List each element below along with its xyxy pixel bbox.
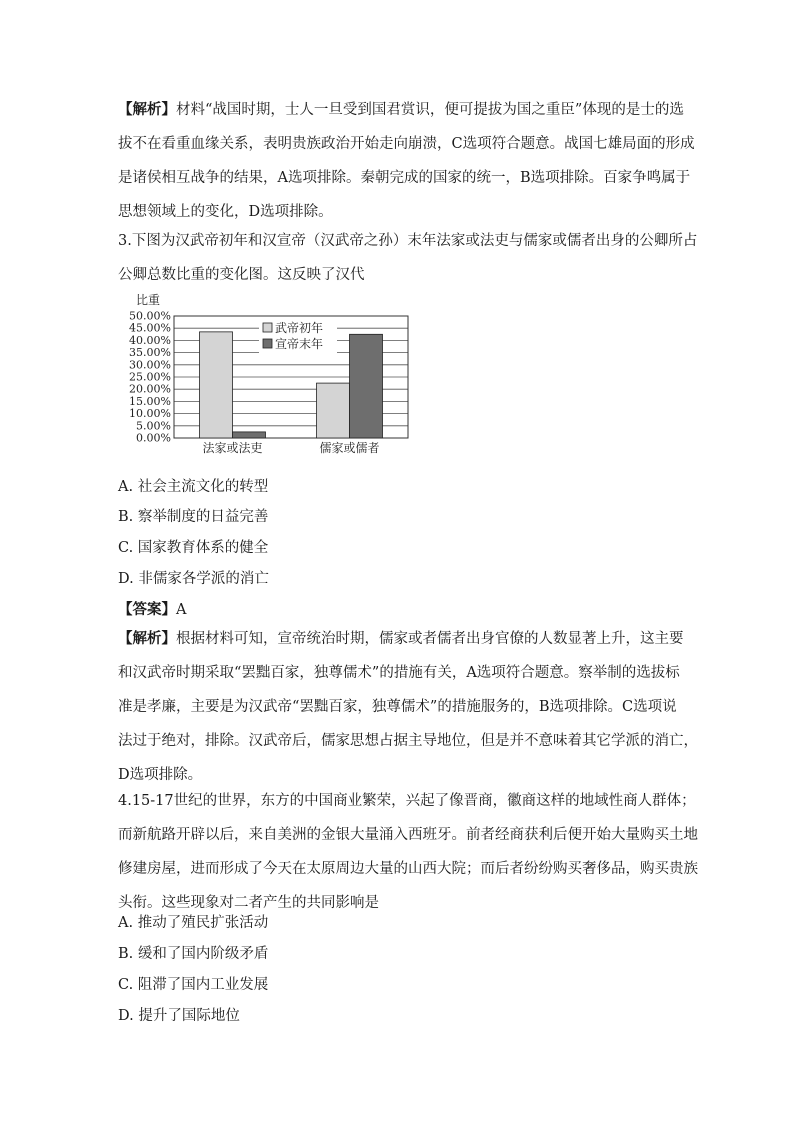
y-tick-label: 10.00%	[129, 407, 171, 421]
y-tick-label: 30.00%	[129, 358, 171, 372]
q3-stem-line-2: 公卿总数比重的变化图。这反映了汉代	[118, 267, 365, 283]
q3-analysis-line-3: 准是孝廉，主要是为汉武帝“罢黜百家，独尊儒术”的措施服务的，B选项排除。C选项说	[118, 699, 677, 715]
y-tick-label: 40.00%	[129, 333, 171, 347]
q4-option-d: D. 提升了国际地位	[118, 1008, 240, 1024]
chart-ylabel: 比重	[136, 293, 161, 307]
q3-analysis-line-4: 法过于绝对，排除。汉武帝后，儒家思想占据主导地位，但是并不意味着其它学派的消亡，	[118, 733, 698, 749]
bar	[317, 383, 350, 438]
q2-analysis	[118, 93, 695, 229]
q3-option-b: B. 察举制度的日益完善	[118, 509, 269, 525]
y-tick-label: 25.00%	[129, 370, 171, 384]
bar	[200, 332, 233, 438]
y-tick-label: 35.00%	[129, 346, 171, 360]
q4-stem-line-1: 4.15-17世纪的世界，东方的中国商业繁荣，兴起了像晋商，徽商这样的地域性商人群体；	[118, 793, 696, 809]
q2-analysis-line-1: 【解析】材料“战国时期，士人一旦受到国君赏识，便可提拔为国之重臣”体现的是士的选	[118, 101, 684, 118]
y-tick-label: 45.00%	[129, 321, 171, 335]
bar	[233, 432, 266, 438]
answer-value: A	[176, 602, 187, 618]
y-tick-label: 15.00%	[129, 394, 171, 408]
q2-analysis-line-2: 拔不在看重血缘关系，表明贵族政治开始走向崩溃，C选项符合题意。战国七雄局面的形成	[118, 136, 695, 152]
analysis-label: 【解析】	[118, 630, 176, 647]
y-tick-label: 20.00%	[129, 382, 171, 396]
q3-answer	[118, 600, 186, 620]
y-tick-label: 0.00%	[136, 431, 171, 445]
q4-stem-line-4: 头衔。这些现象对二者产生的共同影响是	[118, 895, 379, 911]
legend-label: 宣帝末年	[275, 337, 324, 351]
q3-option-a: A. 社会主流文化的转型	[118, 479, 269, 495]
y-tick-label: 5.00%	[136, 419, 171, 433]
chart-legend	[259, 319, 337, 355]
q2-analysis-line-4: 思想领域上的变化，D选项排除。	[118, 204, 333, 220]
q3-analysis-line-5: D选项排除。	[118, 767, 203, 783]
analysis-label: 【解析】	[118, 101, 176, 118]
scan-cut-text	[118, 452, 418, 460]
legend-label: 武帝初年	[275, 321, 324, 335]
x-category-label: 法家或法吏	[202, 441, 263, 455]
legend-swatch	[263, 339, 272, 348]
legend-swatch	[263, 323, 272, 332]
q4-stem-line-3: 修建房屋，进而形成了今天在太原周边大量的山西大院；而后者纷纷购买奢侈品，购买贵族	[118, 861, 698, 877]
q4-option-a: A. 推动了殖民扩张活动	[118, 915, 269, 931]
bar-chart	[118, 290, 418, 460]
x-category-label: 儒家或儒者	[319, 441, 380, 455]
y-tick-label: 50.00%	[129, 309, 171, 323]
q4-stem	[118, 784, 698, 920]
q4-option-c: C. 阻滞了国内工业发展	[118, 977, 269, 993]
q4-option-b: B. 缓和了国内阶级矛盾	[118, 946, 269, 962]
q3-stem-line-1: 3.下图为汉武帝初年和汉宣帝（汉武帝之孙）末年法家或法吏与儒家或儒者出身的公卿所占	[118, 233, 698, 249]
q3-analysis-line-2: 和汉武帝时期采取“罢黜百家，独尊儒术”的措施有关，A选项符合题意。察举制的选拔标	[118, 665, 680, 681]
q4-stem-line-2: 而新航路开辟以后，来自美洲的金银大量涌入西班牙。前者经商获利后便开始大量购买土地	[118, 827, 698, 843]
q3-option-c: C. 国家教育体系的健全	[118, 540, 269, 556]
q3-option-d: D. 非儒家各学派的消亡	[118, 571, 269, 587]
q3-stem	[118, 224, 698, 292]
q3-analysis	[118, 622, 698, 792]
answer-label: 【答案】	[118, 601, 176, 618]
bar	[350, 334, 383, 438]
q3-analysis-line-1: 【解析】根据材料可知，宣帝统治时期，儒家或者儒者出身官僚的人数显著上升，这主要	[118, 630, 684, 647]
q2-analysis-line-3: 是诸侯相互战争的结果，A选项排除。秦朝完成的国家的统一，B选项排除。百家争鸣属于	[118, 170, 691, 186]
chart-yticks	[129, 310, 171, 445]
